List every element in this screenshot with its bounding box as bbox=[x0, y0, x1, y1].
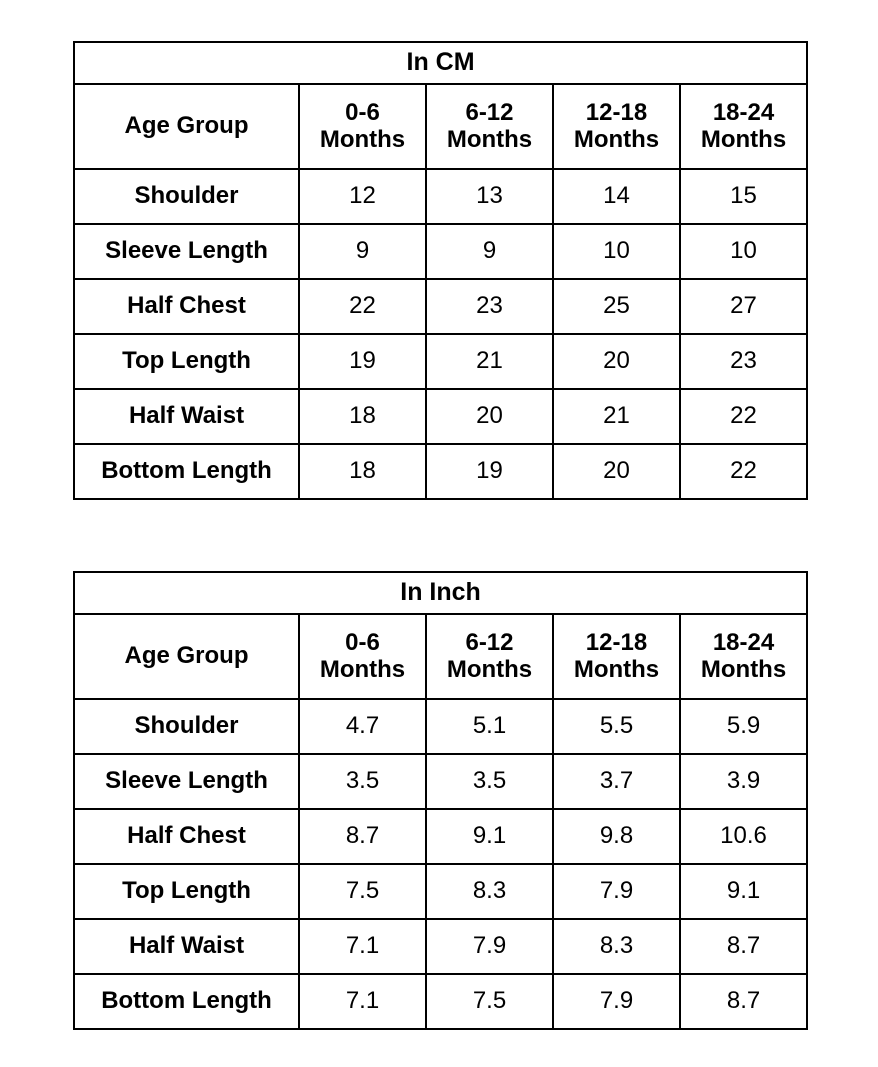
table-row bbox=[74, 974, 807, 1029]
table-cell: 8.7 bbox=[680, 919, 807, 974]
table-header-row bbox=[74, 614, 807, 699]
table-cell: 8.3 bbox=[426, 864, 553, 919]
row-label: Top Length bbox=[74, 864, 299, 919]
column-header-12-18: 12-18 Months bbox=[553, 614, 680, 699]
table-row bbox=[74, 224, 807, 279]
table-cell: 3.7 bbox=[553, 754, 680, 809]
table-cell: 8.3 bbox=[553, 919, 680, 974]
table-cell: 5.9 bbox=[680, 699, 807, 754]
row-label: Sleeve Length bbox=[74, 754, 299, 809]
table-title-row bbox=[74, 42, 807, 84]
table-cell: 9 bbox=[426, 224, 553, 279]
table-row bbox=[74, 444, 807, 499]
table-row bbox=[74, 169, 807, 224]
table-header-row bbox=[74, 84, 807, 169]
table-title-row bbox=[74, 572, 807, 614]
table-cell: 7.1 bbox=[299, 919, 426, 974]
table-cell: 3.5 bbox=[299, 754, 426, 809]
row-label: Shoulder bbox=[74, 169, 299, 224]
table-row bbox=[74, 754, 807, 809]
table-cell: 18 bbox=[299, 444, 426, 499]
row-label: Sleeve Length bbox=[74, 224, 299, 279]
column-header-6-12: 6-12 Months bbox=[426, 614, 553, 699]
table-cell: 23 bbox=[426, 279, 553, 334]
table-title: In CM bbox=[74, 42, 807, 84]
column-header-12-18: 12-18 Months bbox=[553, 84, 680, 169]
row-label: Bottom Length bbox=[74, 444, 299, 499]
table-row bbox=[74, 919, 807, 974]
table-cell: 20 bbox=[553, 444, 680, 499]
table-cell: 7.5 bbox=[299, 864, 426, 919]
age-group-header: Age Group bbox=[74, 614, 299, 699]
table-cell: 15 bbox=[680, 169, 807, 224]
table-cell: 18 bbox=[299, 389, 426, 444]
table-row bbox=[74, 334, 807, 389]
table-cell: 22 bbox=[680, 389, 807, 444]
table-cell: 9.8 bbox=[553, 809, 680, 864]
table-cell: 7.9 bbox=[553, 864, 680, 919]
table-cell: 21 bbox=[426, 334, 553, 389]
column-header-18-24: 18-24 Months bbox=[680, 84, 807, 169]
table-cell: 8.7 bbox=[299, 809, 426, 864]
table-row bbox=[74, 389, 807, 444]
table-cell: 12 bbox=[299, 169, 426, 224]
table-cell: 9.1 bbox=[680, 864, 807, 919]
table-cell: 9 bbox=[299, 224, 426, 279]
size-chart-cm-table bbox=[73, 41, 808, 500]
table-row bbox=[74, 699, 807, 754]
row-label: Half Chest bbox=[74, 279, 299, 334]
table-cell: 19 bbox=[299, 334, 426, 389]
table-cell: 13 bbox=[426, 169, 553, 224]
table-cell: 7.9 bbox=[553, 974, 680, 1029]
column-header-18-24: 18-24 Months bbox=[680, 614, 807, 699]
table-cell: 10 bbox=[553, 224, 680, 279]
table-cell: 7.9 bbox=[426, 919, 553, 974]
column-header-0-6: 0-6 Months bbox=[299, 614, 426, 699]
row-label: Bottom Length bbox=[74, 974, 299, 1029]
table-cell: 7.1 bbox=[299, 974, 426, 1029]
row-label: Half Waist bbox=[74, 389, 299, 444]
table-cell: 3.9 bbox=[680, 754, 807, 809]
table-row bbox=[74, 809, 807, 864]
table-row bbox=[74, 279, 807, 334]
size-chart-inch-table bbox=[73, 571, 808, 1030]
table-cell: 25 bbox=[553, 279, 680, 334]
table-cell: 10 bbox=[680, 224, 807, 279]
table-cell: 20 bbox=[553, 334, 680, 389]
table-cell: 5.1 bbox=[426, 699, 553, 754]
table-title: In Inch bbox=[74, 572, 807, 614]
row-label: Shoulder bbox=[74, 699, 299, 754]
row-label: Top Length bbox=[74, 334, 299, 389]
table-cell: 20 bbox=[426, 389, 553, 444]
column-header-0-6: 0-6 Months bbox=[299, 84, 426, 169]
row-label: Half Waist bbox=[74, 919, 299, 974]
table-cell: 3.5 bbox=[426, 754, 553, 809]
table-cell: 22 bbox=[680, 444, 807, 499]
table-cell: 22 bbox=[299, 279, 426, 334]
table-row bbox=[74, 864, 807, 919]
table-cell: 14 bbox=[553, 169, 680, 224]
age-group-header: Age Group bbox=[74, 84, 299, 169]
table-cell: 21 bbox=[553, 389, 680, 444]
table-cell: 19 bbox=[426, 444, 553, 499]
table-cell: 8.7 bbox=[680, 974, 807, 1029]
table-cell: 10.6 bbox=[680, 809, 807, 864]
table-cell: 27 bbox=[680, 279, 807, 334]
table-cell: 23 bbox=[680, 334, 807, 389]
table-cell: 5.5 bbox=[553, 699, 680, 754]
table-cell: 9.1 bbox=[426, 809, 553, 864]
row-label: Half Chest bbox=[74, 809, 299, 864]
table-cell: 4.7 bbox=[299, 699, 426, 754]
column-header-6-12: 6-12 Months bbox=[426, 84, 553, 169]
table-cell: 7.5 bbox=[426, 974, 553, 1029]
